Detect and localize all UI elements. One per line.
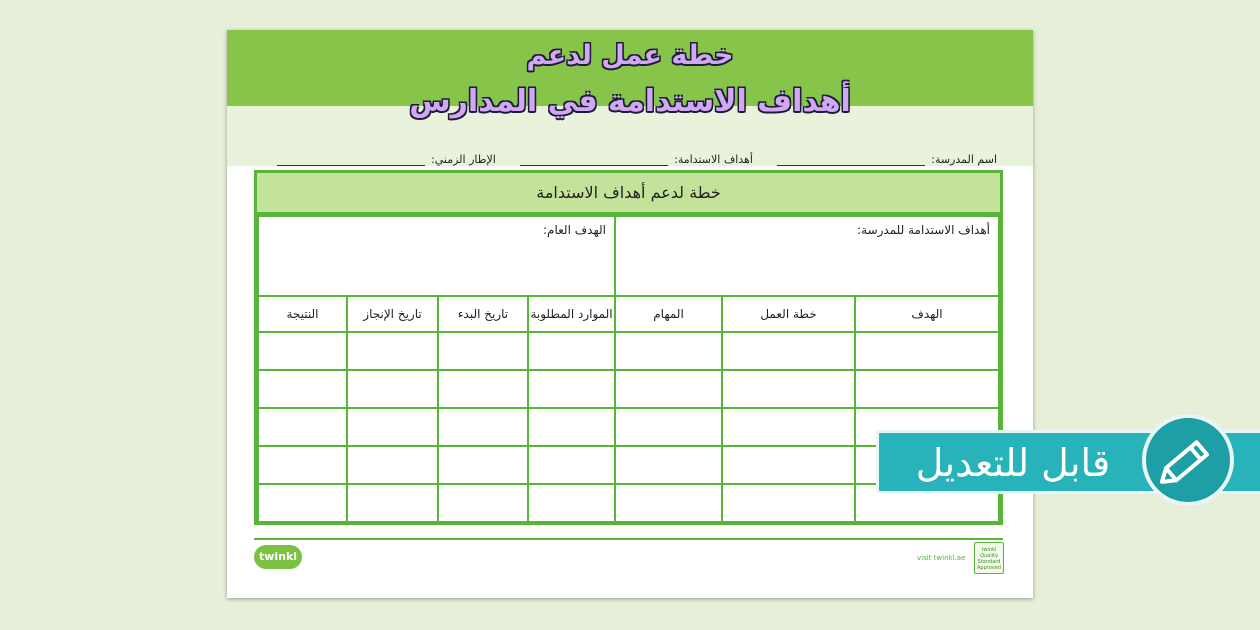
col-header-completion-date: تاريخ الإنجاز (346, 295, 439, 333)
timeframe-label: الإطار الزمني: (431, 153, 496, 166)
editable-label: قابل للتعديل (915, 441, 1111, 485)
table-cell[interactable] (257, 483, 348, 523)
table-cell[interactable] (437, 407, 529, 447)
sustainability-goals-line[interactable] (520, 154, 668, 166)
table-cell[interactable] (527, 407, 616, 447)
table-cell[interactable] (721, 407, 856, 447)
table-cell[interactable] (437, 483, 529, 523)
footer-divider (254, 538, 1003, 540)
school-name-label: اسم المدرسة: (931, 153, 997, 166)
table-cell[interactable] (721, 445, 856, 485)
table-cell[interactable] (854, 369, 1000, 409)
col-header-start-date: تاريخ البدء (437, 295, 529, 333)
school-goals-box[interactable] (614, 215, 1000, 297)
table-cell[interactable] (721, 369, 856, 409)
table-cell[interactable] (721, 331, 856, 371)
table-cell[interactable] (614, 483, 723, 523)
school-name-line[interactable] (777, 154, 925, 166)
col-header-resources: الموارد المطلوبة (527, 295, 616, 333)
table-cell[interactable] (346, 331, 439, 371)
school-goals-label: أهداف الاستدامة للمدرسة: (857, 223, 990, 237)
visit-link[interactable]: visit twinkl.ae (917, 554, 966, 562)
school-name-field[interactable] (777, 153, 997, 166)
table-cell[interactable] (854, 331, 1000, 371)
col-header-goal: الهدف (854, 295, 1000, 333)
table-cell[interactable] (346, 483, 439, 523)
title-line-1: خطة عمل لدعم (526, 40, 734, 71)
twinkl-logo: twinkl (254, 545, 302, 569)
timeframe-field[interactable] (277, 153, 496, 166)
table-cell[interactable] (527, 445, 616, 485)
worksheet (227, 30, 1033, 598)
general-goal-label: الهدف العام: (543, 223, 606, 237)
col-header-tasks: المهام (614, 295, 723, 333)
table-cell[interactable] (721, 483, 856, 523)
table-cell[interactable] (346, 369, 439, 409)
col-header-action-plan: خطة العمل (721, 295, 856, 333)
table-cell[interactable] (346, 445, 439, 485)
table-cell[interactable] (257, 369, 348, 409)
table-cell[interactable] (257, 445, 348, 485)
table-cell[interactable] (437, 331, 529, 371)
table-cell[interactable] (257, 331, 348, 371)
table-cell[interactable] (346, 407, 439, 447)
sustainability-goals-field[interactable] (520, 153, 753, 166)
table-cell[interactable] (527, 331, 616, 371)
pencil-icon (1146, 418, 1230, 502)
table-cell[interactable] (614, 445, 723, 485)
table-cell[interactable] (614, 331, 723, 371)
table-header: خطة لدعم أهداف الاستدامة (257, 173, 1000, 215)
quality-badge: twinkl Quality Standard Approved (974, 542, 1004, 574)
timeframe-line[interactable] (277, 154, 425, 166)
pencil-icon-button[interactable] (1142, 414, 1234, 506)
table-cell[interactable] (527, 369, 616, 409)
table-cell[interactable] (437, 369, 529, 409)
table-cell[interactable] (437, 445, 529, 485)
table-cell[interactable] (614, 369, 723, 409)
table-cell[interactable] (527, 483, 616, 523)
form-fields (277, 148, 997, 166)
col-header-result: النتيجة (257, 295, 348, 333)
table-cell[interactable] (257, 407, 348, 447)
general-goal-box[interactable] (257, 215, 616, 297)
table-cell[interactable] (614, 407, 723, 447)
title-line-2: أهداف الاستدامة في المدارس (409, 84, 851, 119)
sustainability-goals-label: أهداف الاستدامة: (674, 153, 753, 166)
